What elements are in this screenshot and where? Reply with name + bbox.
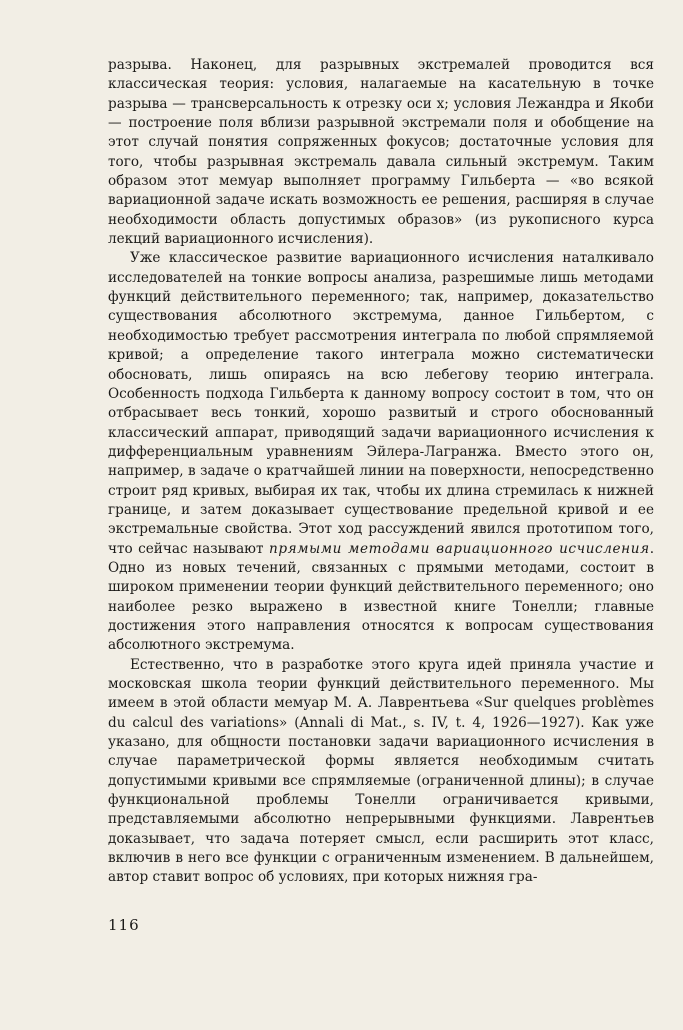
paragraph-1 — [108, 56, 654, 249]
paragraph-3 — [108, 656, 654, 888]
paragraph-3-text: Естественно, что в разработке этого круга идей приняла участие и московская школа теории функций действительного переменного. Мы имеем в этой области мемуар М. А. Лаврентьева «Sur quelques problèmes du calcul des variations» (Annali di Mat., s. IV, t. 4, 1926—1927). Как уже указано, для общности постановки задачи вариационного исчисления в случае параметрической формы является необходимым считать допустимыми кривыми все спрямляемые (ограниченной длины); в случае функциональной проблемы Тонелли ограничивается кривыми, представляемыми абсолютно непрерывными функциями. Лаврентьев доказывает, что задача потеряет смысл, если расширить этот класс, включив в него все функции с ограниченным изменением. В дальнейшем, автор ставит вопрос об условиях, при которых нижняя гра- — [108, 656, 654, 886]
body-text — [108, 56, 654, 888]
page-number: 116 — [108, 916, 140, 934]
paragraph-2 — [108, 249, 654, 655]
paragraph-2-text-b: . Одно из новых течений, связанных с прямыми методами, состоит в широком применении теории функций действительного переменного; оно наиболее резко выражено в известной книге Тонелли; главные достижения этого направления относятся к вопросам существования абсолютного экстремума. — [108, 540, 655, 654]
paragraph-1-text: разрыва. Наконец, для разрывных экстремалей проводится вся классическая теория: условия, налагаемые на касательную в точке разрыва — трансверсальность к отрезку оси x; условия Лежандра и Якоби — построение поля вблизи разрывной экстремали поля и обобщение на этот случай понятия сопряженных фокусов; достаточные условия для того, чтобы разрывная экстремаль давала сильный экстремум. Таким образом этот мемуар выполняет программу Гильберта — «во всякой вариационной задаче искать возможность ее решения, расширяя в случае необходимости область допустимых образов» (из рукописного курса лекций вариационного исчисления). — [108, 57, 654, 248]
paragraph-2-emphasis: прямыми методами вариационного исчисления — [269, 540, 650, 557]
paragraph-2-text-a: Уже классическое развитие вариационного исчисления наталкивало исследователей на тонкие вопросы анализа, разрешимые лишь методами функций действительного переменного; так, например, доказательство существования абсолютного экстремума, данное Гильбертом, с необходимостью требует рассмотрения интеграла по любой спрямляемой кривой; а определение такого интеграла можно систематически обосновать, лишь опираясь на всю лебегову теорию интеграла. Особенность подхода Гильберта к данному вопросу состоит в том, что он отбрасывает весь тонкий, хорошо развитый и строго обоснованный классический аппарат, приводящий задачи вариационного исчисления к дифференциальным уравнениям Эйлера-Лагранжа. Вместо этого он, например, в задаче о кратчайшей линии на поверхности, непосредственно строит ряд кривых, выбирая их так, чтобы их длина стремилась к нижней границе, и затем доказывает существование предельной кривой и ее экстремальные свойства. Этот ход рассуждений явился прототипом того, что сейчас называют — [108, 250, 654, 557]
